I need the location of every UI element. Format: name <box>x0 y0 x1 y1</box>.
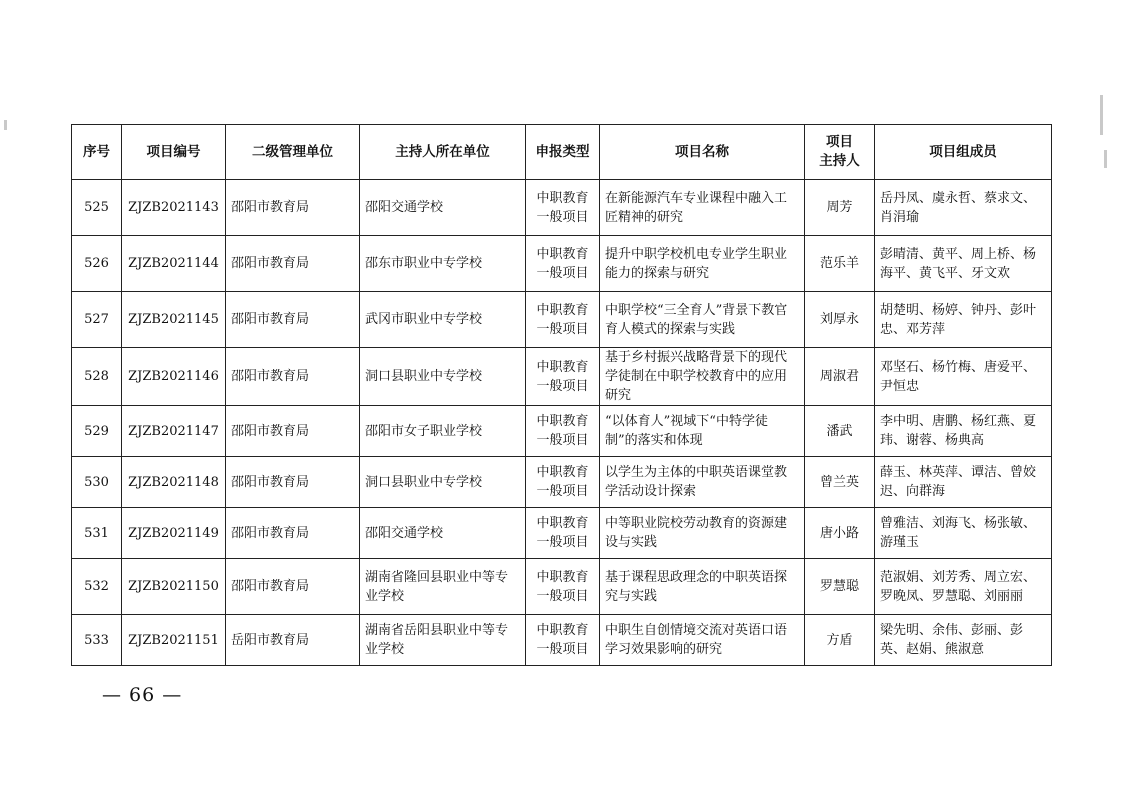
cell-project-leader: 周芳 <box>805 180 875 236</box>
cell-team-members: 曾雅洁、刘海飞、杨张敏、游瑾玉 <box>875 508 1052 559</box>
cell-project-leader: 周淑君 <box>805 348 875 406</box>
cell-host-unit: 邵阳交通学校 <box>360 508 526 559</box>
cell-project-code: ZJZB2021151 <box>122 615 226 666</box>
cell-team-members: 邓坚石、杨竹梅、唐爱平、尹恒忠 <box>875 348 1052 406</box>
cell-management-unit: 邵阳市教育局 <box>226 292 360 348</box>
cell-host-unit: 湖南省岳阳县职业中等专业学校 <box>360 615 526 666</box>
table-row <box>72 457 1052 508</box>
cell-management-unit: 邵阳市教育局 <box>226 348 360 406</box>
cell-project-name: 基于课程思政理念的中职英语探究与实践 <box>600 559 805 615</box>
page-number: — 66 — <box>102 684 183 706</box>
cell-serial: 526 <box>72 236 122 292</box>
cell-application-type: 中职教育一般项目 <box>526 615 600 666</box>
cell-project-name: 中职生自创情境交流对英语口语学习效果影响的研究 <box>600 615 805 666</box>
cell-project-leader: 刘厚永 <box>805 292 875 348</box>
cell-serial: 525 <box>72 180 122 236</box>
cell-project-name: 在新能源汽车专业课程中融入工匠精神的研究 <box>600 180 805 236</box>
cell-project-name: 基于乡村振兴战略背景下的现代学徒制在中职学校教育中的应用研究 <box>600 348 805 406</box>
cell-serial: 530 <box>72 457 122 508</box>
cell-application-type: 中职教育一般项目 <box>526 406 600 457</box>
cell-serial: 529 <box>72 406 122 457</box>
cell-project-leader: 潘武 <box>805 406 875 457</box>
cell-project-leader: 曾兰英 <box>805 457 875 508</box>
table-row <box>72 236 1052 292</box>
cell-project-leader: 罗慧聪 <box>805 559 875 615</box>
cell-application-type: 中职教育一般项目 <box>526 457 600 508</box>
header-team-members: 项目组成员 <box>875 125 1052 180</box>
cell-application-type: 中职教育一般项目 <box>526 236 600 292</box>
cell-application-type: 中职教育一般项目 <box>526 180 600 236</box>
cell-host-unit: 洞口县职业中专学校 <box>360 457 526 508</box>
cell-team-members: 范淑娟、刘芳秀、周立宏、罗晚凤、罗慧聪、刘丽丽 <box>875 559 1052 615</box>
table-row <box>72 348 1052 406</box>
table-row <box>72 406 1052 457</box>
cell-project-leader: 唐小路 <box>805 508 875 559</box>
cell-project-code: ZJZB2021148 <box>122 457 226 508</box>
cell-host-unit: 湖南省隆回县职业中等专业学校 <box>360 559 526 615</box>
scan-edge-mark <box>1100 95 1103 135</box>
header-host-unit: 主持人所在单位 <box>360 125 526 180</box>
cell-project-code: ZJZB2021150 <box>122 559 226 615</box>
cell-host-unit: 武冈市职业中专学校 <box>360 292 526 348</box>
cell-management-unit: 邵阳市教育局 <box>226 180 360 236</box>
cell-project-code: ZJZB2021144 <box>122 236 226 292</box>
header-serial: 序号 <box>72 125 122 180</box>
cell-serial: 533 <box>72 615 122 666</box>
cell-management-unit: 邵阳市教育局 <box>226 559 360 615</box>
table-row <box>72 292 1052 348</box>
cell-serial: 528 <box>72 348 122 406</box>
cell-application-type: 中职教育一般项目 <box>526 508 600 559</box>
header-application-type: 申报类型 <box>526 125 600 180</box>
cell-serial: 532 <box>72 559 122 615</box>
cell-project-leader: 范乐羊 <box>805 236 875 292</box>
cell-project-name: 提升中职学校机电专业学生职业能力的探索与研究 <box>600 236 805 292</box>
table-header-row <box>72 125 1052 180</box>
cell-management-unit: 岳阳市教育局 <box>226 615 360 666</box>
cell-project-name: 以学生为主体的中职英语课堂教学活动设计探索 <box>600 457 805 508</box>
cell-project-code: ZJZB2021146 <box>122 348 226 406</box>
cell-team-members: 李中明、唐鹏、杨红燕、夏玮、谢蓉、杨典高 <box>875 406 1052 457</box>
cell-project-code: ZJZB2021149 <box>122 508 226 559</box>
cell-team-members: 薛玉、林英萍、谭洁、曾姣迟、向群海 <box>875 457 1052 508</box>
cell-project-leader: 方盾 <box>805 615 875 666</box>
cell-project-name: 中职学校“三全育人”背景下教官育人模式的探索与实践 <box>600 292 805 348</box>
scan-edge-mark <box>4 120 7 130</box>
cell-team-members: 胡楚明、杨婷、钟丹、彭叶忠、邓芳萍 <box>875 292 1052 348</box>
cell-host-unit: 邵阳交通学校 <box>360 180 526 236</box>
cell-project-code: ZJZB2021143 <box>122 180 226 236</box>
cell-project-code: ZJZB2021147 <box>122 406 226 457</box>
header-project-leader: 项目 主持人 <box>805 125 875 180</box>
cell-host-unit: 洞口县职业中专学校 <box>360 348 526 406</box>
cell-project-name: 中等职业院校劳动教育的资源建设与实践 <box>600 508 805 559</box>
table-row <box>72 180 1052 236</box>
cell-management-unit: 邵阳市教育局 <box>226 406 360 457</box>
table-row <box>72 615 1052 666</box>
header-project-name: 项目名称 <box>600 125 805 180</box>
cell-application-type: 中职教育一般项目 <box>526 559 600 615</box>
cell-management-unit: 邵阳市教育局 <box>226 508 360 559</box>
table-row <box>72 508 1052 559</box>
header-project-code: 项目编号 <box>122 125 226 180</box>
cell-application-type: 中职教育一般项目 <box>526 292 600 348</box>
cell-serial: 531 <box>72 508 122 559</box>
cell-team-members: 梁先明、余伟、彭丽、彭英、赵娟、熊淑意 <box>875 615 1052 666</box>
cell-project-name: “以体育人”视域下“中特学徒制”的落实和体现 <box>600 406 805 457</box>
table-row <box>72 559 1052 615</box>
project-table <box>71 124 1052 666</box>
scan-edge-mark <box>1104 150 1107 168</box>
cell-project-code: ZJZB2021145 <box>122 292 226 348</box>
cell-team-members: 彭晴清、黄平、周上桥、杨海平、黄飞平、牙文欢 <box>875 236 1052 292</box>
cell-management-unit: 邵阳市教育局 <box>226 236 360 292</box>
cell-host-unit: 邵东市职业中专学校 <box>360 236 526 292</box>
header-management-unit: 二级管理单位 <box>226 125 360 180</box>
cell-application-type: 中职教育一般项目 <box>526 348 600 406</box>
cell-serial: 527 <box>72 292 122 348</box>
cell-host-unit: 邵阳市女子职业学校 <box>360 406 526 457</box>
cell-management-unit: 邵阳市教育局 <box>226 457 360 508</box>
cell-team-members: 岳丹凤、虞永哲、蔡求文、肖涓瑜 <box>875 180 1052 236</box>
